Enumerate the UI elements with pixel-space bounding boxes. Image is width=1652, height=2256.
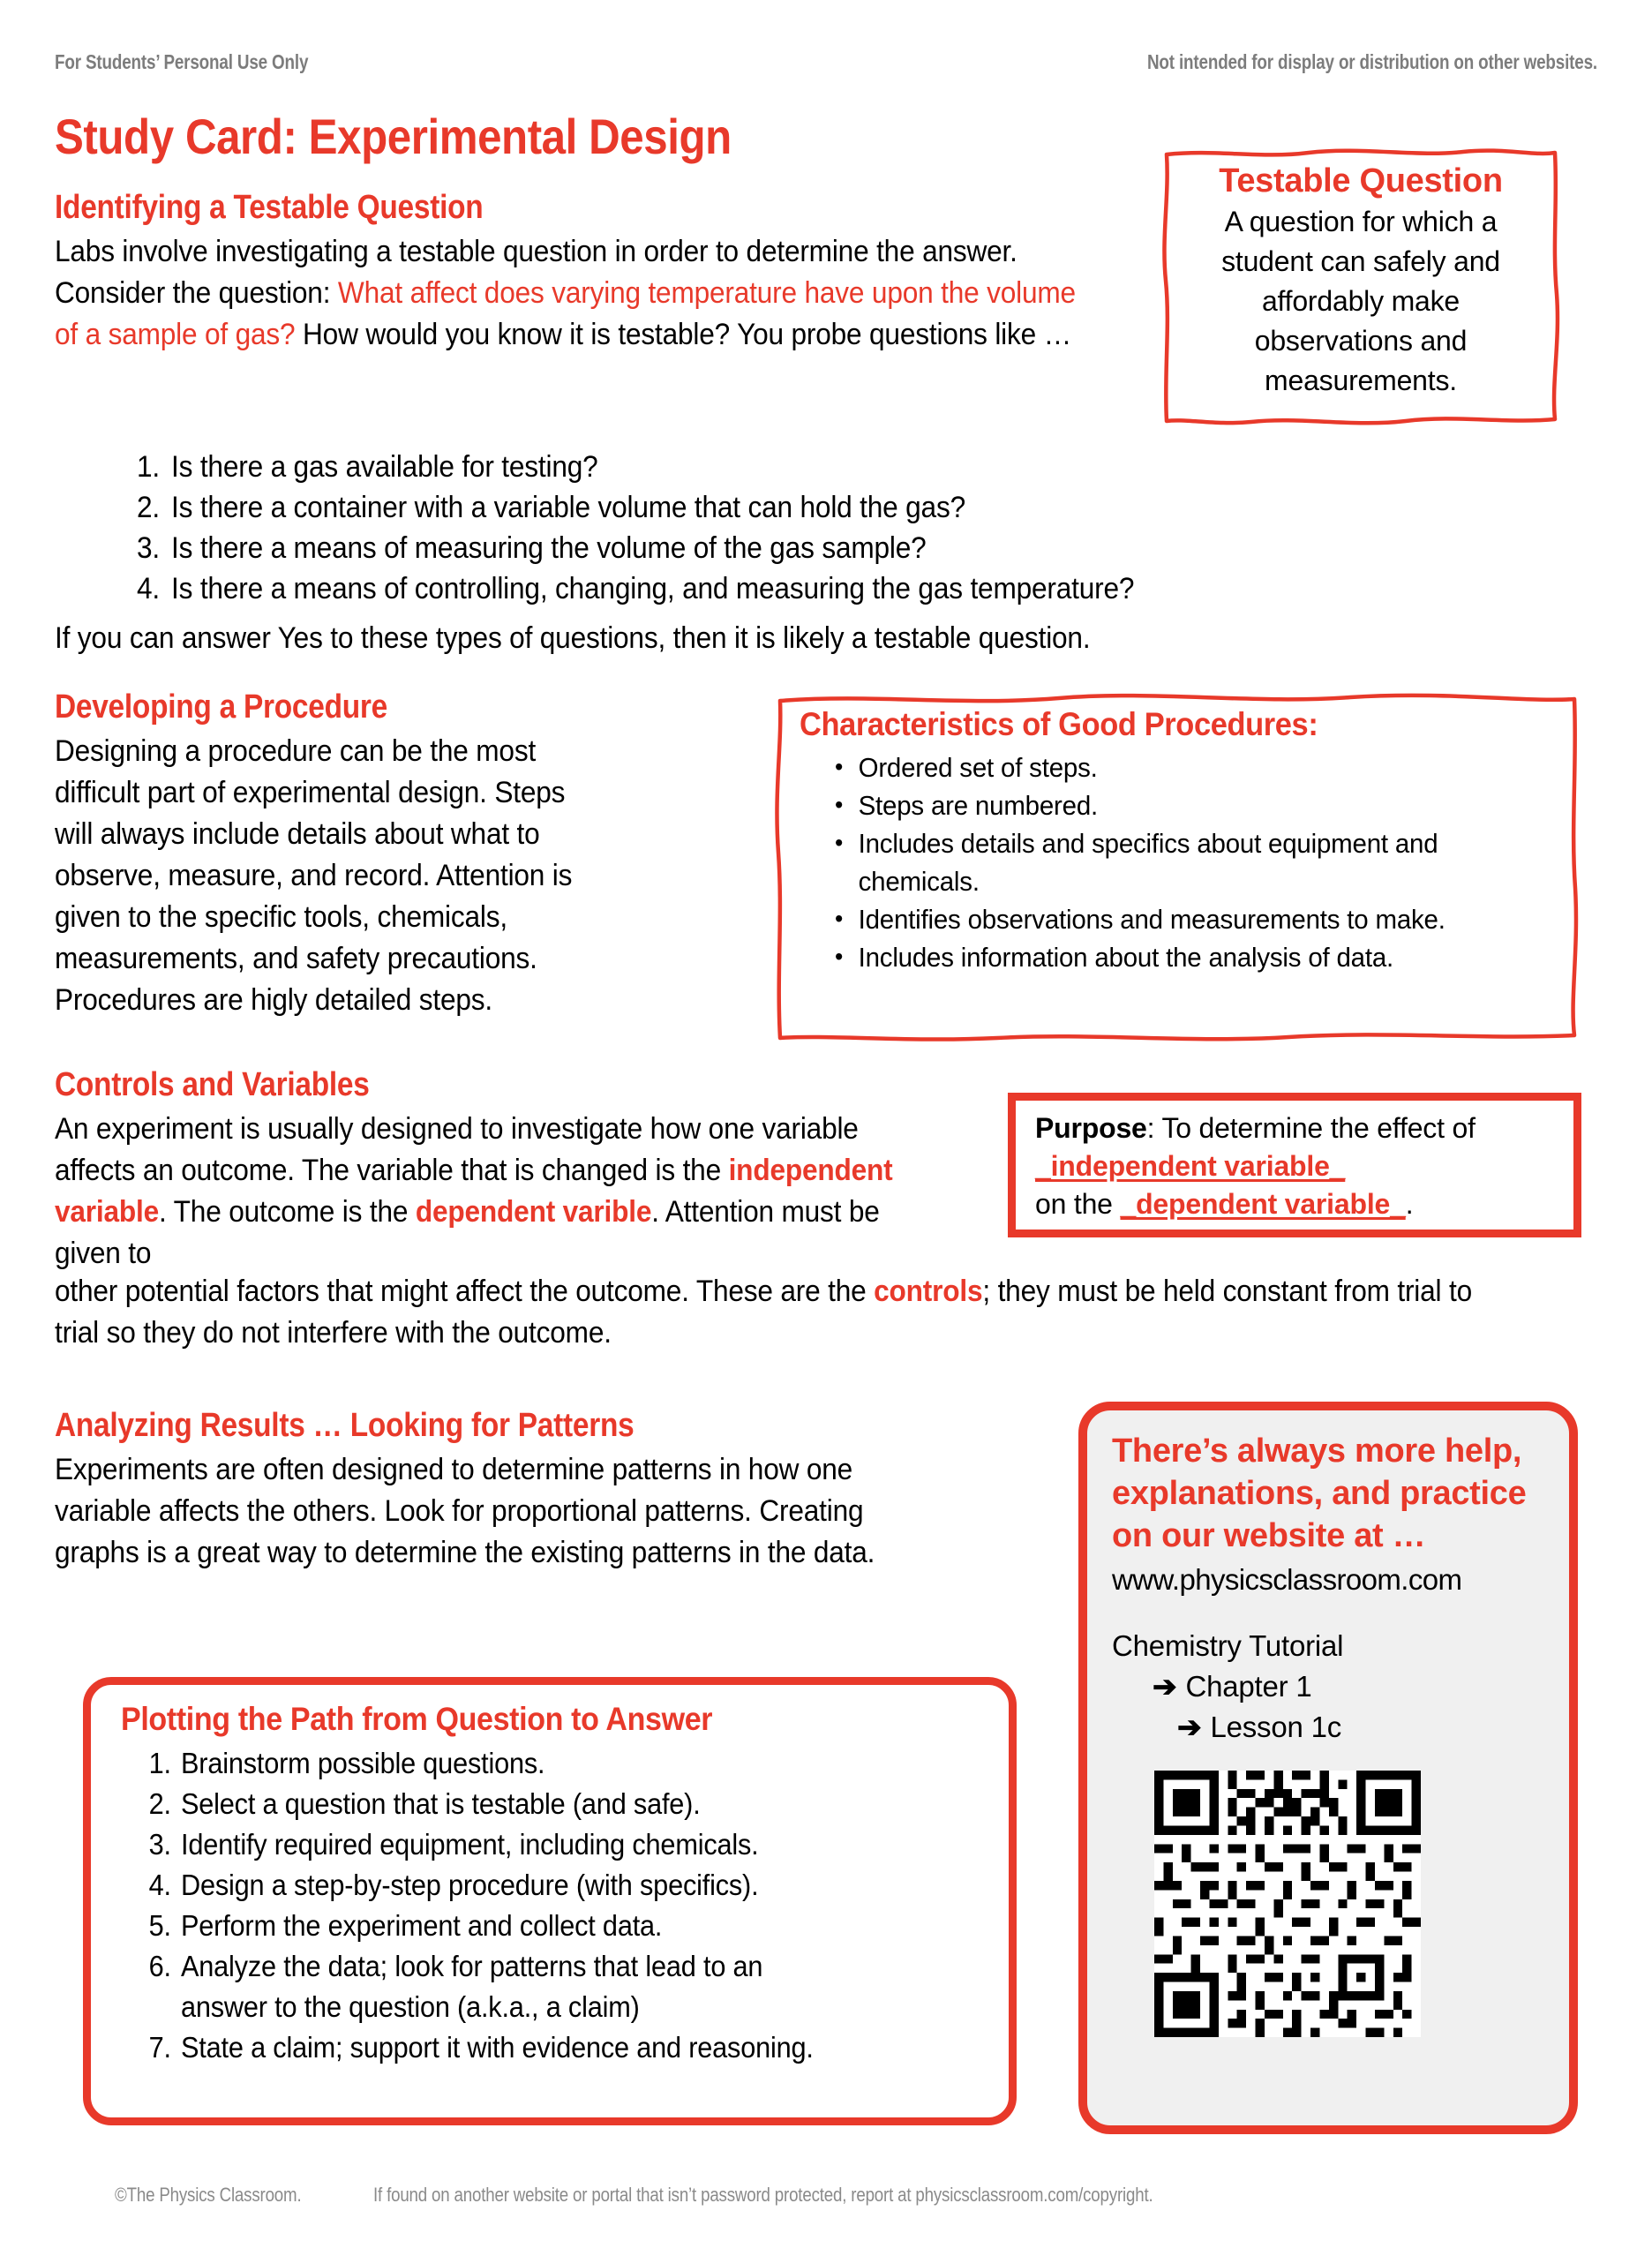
section-controls-variables <box>55 1066 990 1275</box>
list-item-number: 6. <box>148 1950 171 1982</box>
list-item-number: 4. <box>136 572 160 605</box>
testable-question-checklist <box>99 447 1334 609</box>
promo-tutorial-block <box>1112 1626 1569 1748</box>
list-item-label: Brainstorm possible questions. <box>181 1747 545 1779</box>
callout-testable-question <box>1163 148 1558 424</box>
list-item: • Identifies observations and measurements to make. <box>835 900 1519 938</box>
list-item <box>148 1906 950 1946</box>
purpose-text-3: . <box>1405 1188 1414 1220</box>
list-item-number: 7. <box>148 2031 171 2064</box>
header-left-note: For Students’ Personal Use Only <box>55 49 309 73</box>
qr-code-icon[interactable] <box>1154 1771 1421 2037</box>
list-item <box>148 1824 950 1865</box>
purpose-blank-independent: _independent variable_ <box>1035 1150 1346 1182</box>
list-item <box>148 1743 950 1784</box>
purpose-text-2: on the <box>1035 1188 1121 1220</box>
list-item-label: Is there a container with a variable volume that can hold the gas? <box>171 491 965 524</box>
good-procedures-bullet-list <box>800 748 1555 976</box>
purpose-line-1 <box>1035 1109 1573 1147</box>
purpose-line-3 <box>1035 1185 1573 1223</box>
promo-lesson-label: Lesson 1c <box>1210 1711 1342 1743</box>
section-heading-procedure: Developing a Procedure <box>55 688 388 726</box>
section-heading-analyzing: Analyzing Results … Looking for Patterns <box>55 1407 635 1444</box>
callout-plotting-the-path <box>83 1677 1017 2125</box>
list-item-number: 1. <box>148 1747 171 1779</box>
promo-chapter-row <box>1112 1666 1569 1707</box>
section-developing-procedure <box>55 688 628 1021</box>
callout-website-promo <box>1078 1402 1578 2134</box>
list-item: • Steps are numbered. <box>835 786 1519 824</box>
list-item-number: 5. <box>148 1909 171 1942</box>
promo-headline: There’s always more help, explanations, and practice on our website at … <box>1112 1433 1527 1554</box>
controls-body-paragraph-top <box>55 1109 925 1275</box>
testable-intro-paragraph <box>55 231 1081 356</box>
list-item-label: Is there a means of controlling, changing, and measuring the gas temperature? <box>171 572 1135 605</box>
list-item-label: Is there a gas available for testing? <box>171 450 598 484</box>
section-identifying-testable-question <box>55 189 1158 356</box>
controls-text-4: other potential factors that might affect the outcome. These are the <box>55 1275 875 1308</box>
term-controls: controls <box>874 1275 983 1308</box>
list-item <box>148 2027 950 2068</box>
procedure-body-paragraph: Designing a procedure can be the most difficult part of experimental design. Steps will always include details about what to observe, measure, and record. Attention is given to the specific tools, chemicals, measurements, and safety precautions. Procedures are higly detailed steps. <box>55 734 573 1017</box>
controls-text-1: An experiment is usually designed to investigate how one variable affects an outcome. The variable that is changed is the <box>55 1112 859 1187</box>
list-item-label: Perform the experiment and collect data. <box>181 1909 663 1942</box>
callout-good-procedures <box>777 694 1578 1040</box>
qr-code-graphic <box>1154 1771 1421 2037</box>
promo-lesson-row <box>1112 1707 1569 1748</box>
section-analyzing-results <box>55 1407 990 1574</box>
testable-closing-text: If you can answer Yes to these types of questions, then it is likely a testable question. <box>55 621 1091 655</box>
page-footer <box>0 2180 1652 2210</box>
promo-chapter-label: Chapter 1 <box>1185 1670 1312 1703</box>
list-item <box>136 447 1253 487</box>
callout-testable-body: A question for which a student can safely and affordably make observations and measurements. <box>1221 206 1500 396</box>
purpose-label: Purpose <box>1035 1112 1147 1144</box>
list-item <box>148 1865 950 1906</box>
list-item-number: 1. <box>136 450 160 484</box>
header-right-note: Not intended for display or distribution on other websites. <box>1146 49 1597 73</box>
plotting-title: Plotting the Path from Question to Answer <box>121 1701 713 1737</box>
testable-intro-part2: How would you know it is testable? You probe questions like … <box>295 318 1072 351</box>
footer-copyright: ©The Physics Classroom. <box>115 2184 302 2206</box>
controls-text-3: . Attention must be given to <box>55 1195 880 1270</box>
callout-procedures-title: Characteristics of Good Procedures: <box>800 706 1318 742</box>
list-item: • Ordered set of steps. <box>835 748 1519 786</box>
list-item-label: Is there a means of measuring the volume of the gas sample? <box>171 531 927 565</box>
list-item-label: Select a question that is testable (and safe). <box>181 1787 701 1820</box>
list-item <box>148 1784 950 1824</box>
list-item-number: 2. <box>148 1787 171 1820</box>
analyzing-body-paragraph: Experiments are often designed to determine patterns in how one variable affects the others. Look for proportional patterns. Creating graphs is a great way to determine the existing patterns in the data. <box>55 1453 875 1569</box>
purpose-text-1: : To determine the effect of <box>1146 1112 1476 1144</box>
testable-question-highlight: What affect does varying temperature have upon the volume of a sample of gas? <box>55 276 1076 351</box>
list-item-label: Design a step-by-step procedure (with specifics). <box>181 1869 759 1901</box>
arrow-right-icon: ➔ <box>1177 1711 1202 1743</box>
list-item-label: Analyze the data; look for patterns that lead to an <box>181 1950 763 1982</box>
list-item-number: 3. <box>148 1828 171 1861</box>
list-item-number: 2. <box>136 491 160 524</box>
list-item-number: 3. <box>136 531 160 565</box>
controls-continued <box>55 1271 1483 1354</box>
list-item <box>148 1946 950 2027</box>
page-title: Study Card: Experimental Design <box>55 109 732 164</box>
testable-intro-part1: Labs involve investigating a testable question in order to determine the answer. Consider the question: <box>55 235 1017 310</box>
controls-body-paragraph-bottom <box>55 1271 1590 1354</box>
list-item <box>136 568 1253 609</box>
list-item-label: State a claim; support it with evidence and reasoning. <box>181 2031 814 2064</box>
footer-note: If found on another website or portal that isn’t password protected, report at physicsclassroom.com/copyright. <box>372 2184 1153 2206</box>
list-item: • Includes information about the analysis of data. <box>835 938 1519 976</box>
plotting-steps-list <box>121 1743 1009 2068</box>
promo-tutorial-name: Chemistry Tutorial <box>1112 1629 1344 1662</box>
purpose-blank-dependent: _dependent variable_ <box>1120 1188 1406 1220</box>
section-heading-testable: Identifying a Testable Question <box>55 189 484 226</box>
callout-purpose <box>1008 1093 1581 1237</box>
term-independent-variable: independent variable <box>55 1154 893 1229</box>
list-item-label: Identify required equipment, including chemicals. <box>181 1828 759 1861</box>
term-dependent-variable: dependent varible <box>415 1195 652 1229</box>
callout-testable-title: Testable Question <box>1219 162 1503 199</box>
controls-text-5: ; they must be held constant from trial to trial so they do not interfere with the outcome. <box>55 1275 1472 1350</box>
section-heading-controls: Controls and Variables <box>55 1066 370 1103</box>
page-header <box>0 46 1652 78</box>
promo-website-url[interactable]: www.physicsclassroom.com <box>1112 1563 1462 1596</box>
controls-text-2: . The outcome is the <box>159 1195 416 1229</box>
list-item: • Includes details and specifics about equipment and chemicals. <box>835 824 1519 900</box>
list-item <box>136 487 1253 528</box>
list-item <box>136 528 1253 568</box>
list-item-continuation: answer to the question (a.k.a., a claim) <box>181 1990 640 2023</box>
arrow-right-icon: ➔ <box>1153 1670 1177 1703</box>
list-item-number: 4. <box>148 1869 171 1901</box>
purpose-line-2 <box>1035 1147 1573 1185</box>
